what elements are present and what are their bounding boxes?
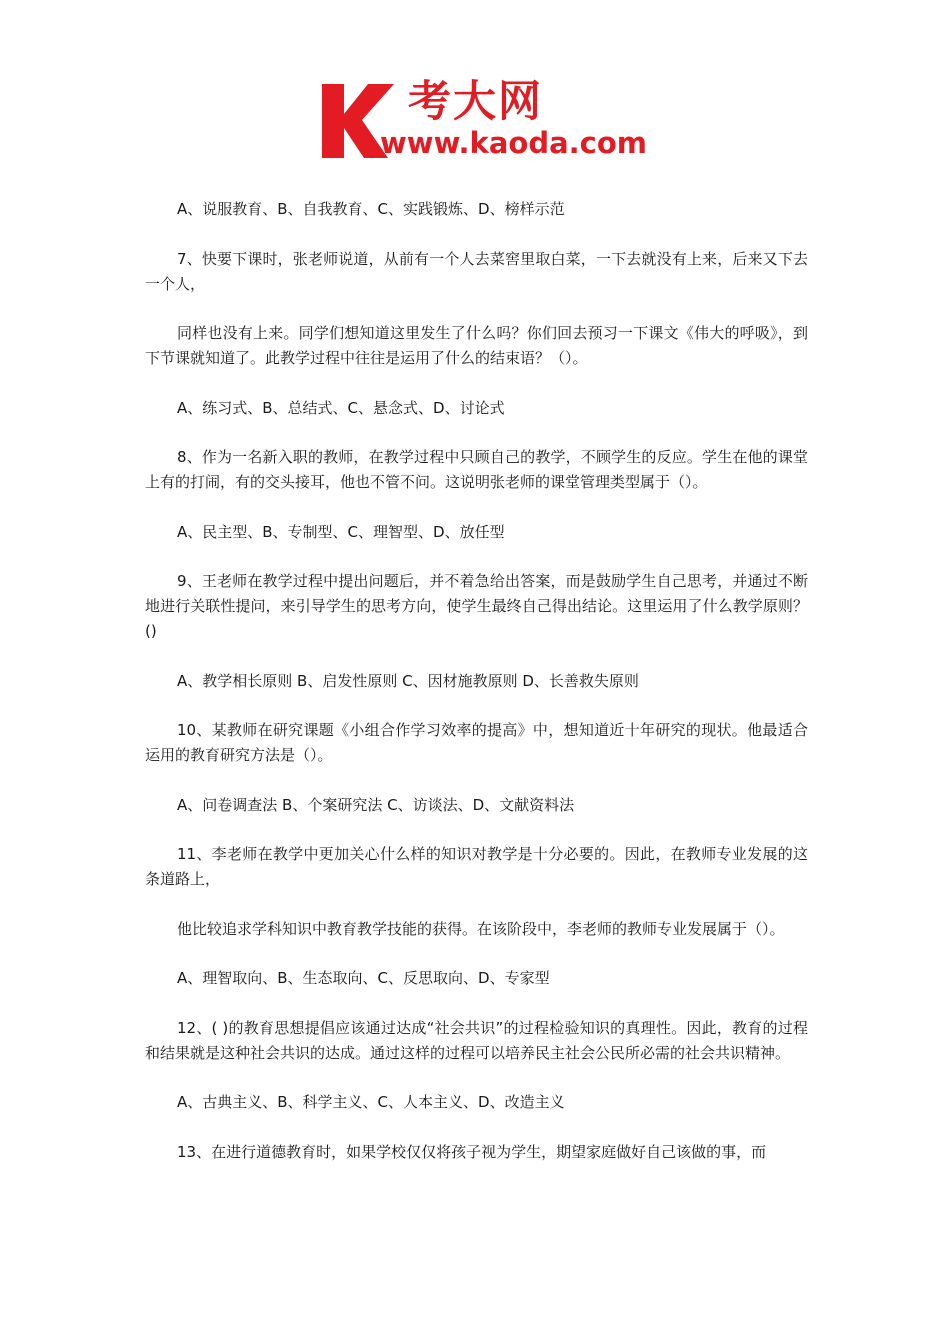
kaoda-logo [318, 77, 647, 164]
question-11-part1: 11、李老师在教学中更加关心什么样的知识对教学是十分必要的。因此，在教师专业发展的这条道路上， [145, 845, 808, 888]
question-12: 12、( )的教育思想提倡应该通过达成“社会共识”的过程检验知识的真理性。因此，教育的过程和结果就是这种社会共识的达成。通过这样的过程可以培养民主社会公民所必需的社会共识精神。 [145, 1018, 808, 1062]
document-body [145, 197, 808, 1165]
logo-url: www.kaoda.com [380, 126, 647, 160]
answer-options-q9: A、教学相长原则 B、启发性原则 C、因材施教原则 D、长善救失原则 [177, 671, 639, 690]
answer-options-q10: A、问卷调查法 B、个案研究法 C、访谈法、D、文献资料法 [177, 795, 575, 814]
answer-options-q12: A、古典主义、B、科学主义、C、人本主义、D、改造主义 [177, 1093, 565, 1111]
answer-options-q7: A、练习式、B、总结式、C、悬念式、D、讨论式 [177, 398, 505, 417]
answer-options-q6: A、说服教育、B、自我教育、C、实践锻炼、D、榜样示范 [177, 200, 565, 218]
question-10: 10、某教师在研究课题《小组合作学习效率的提高》中，想知道近十年研究的现状。他最适合运用的教育研究方法是（）。 [145, 721, 808, 764]
answer-options-q8: A、民主型、B、专制型、C、理智型、D、放任型 [177, 522, 505, 541]
logo-title: 考大网 [408, 77, 543, 127]
question-13: 13、在进行道德教育时，如果学校仅仅将孩子视为学生，期望家庭做好自己该做的事，而 [177, 1142, 767, 1161]
answer-options-q11: A、理智取向、B、生态取向、C、反思取向、D、专家型 [177, 969, 550, 987]
question-11-part2: 他比较追求学科知识中教育教学技能的获得。在该阶段中，李老师的教师专业发展属于（）。 [177, 919, 785, 938]
question-7-part1: 7、快要下课时，张老师说道，从前有一个人去菜窖里取白菜，一下去就没有上来，后来又下去一个人， [145, 249, 808, 293]
question-8: 8、作为一名新入职的教师，在教学过程中只顾自己的教学，不顾学生的反应。学生在他的课堂上有的打闹，有的交头接耳，他也不管不问。这说明张老师的课堂管理类型属于（）。 [145, 448, 808, 491]
question-7-part2: 同样也没有上来。同学们想知道这里发生了什么吗？你们回去预习一下课文《伟大的呼吸》，到下节课就知道了。此教学过程中往往是运用了什么的结束语？（）。 [145, 324, 808, 367]
question-9: 9、王老师在教学过程中提出问题后，并不着急给出答案，而是鼓励学生自己思考，并通过不断地进行关联性提问，来引导学生的思考方向，使学生最终自己得出结论。这里运用了什么教学原则？() [145, 572, 808, 640]
